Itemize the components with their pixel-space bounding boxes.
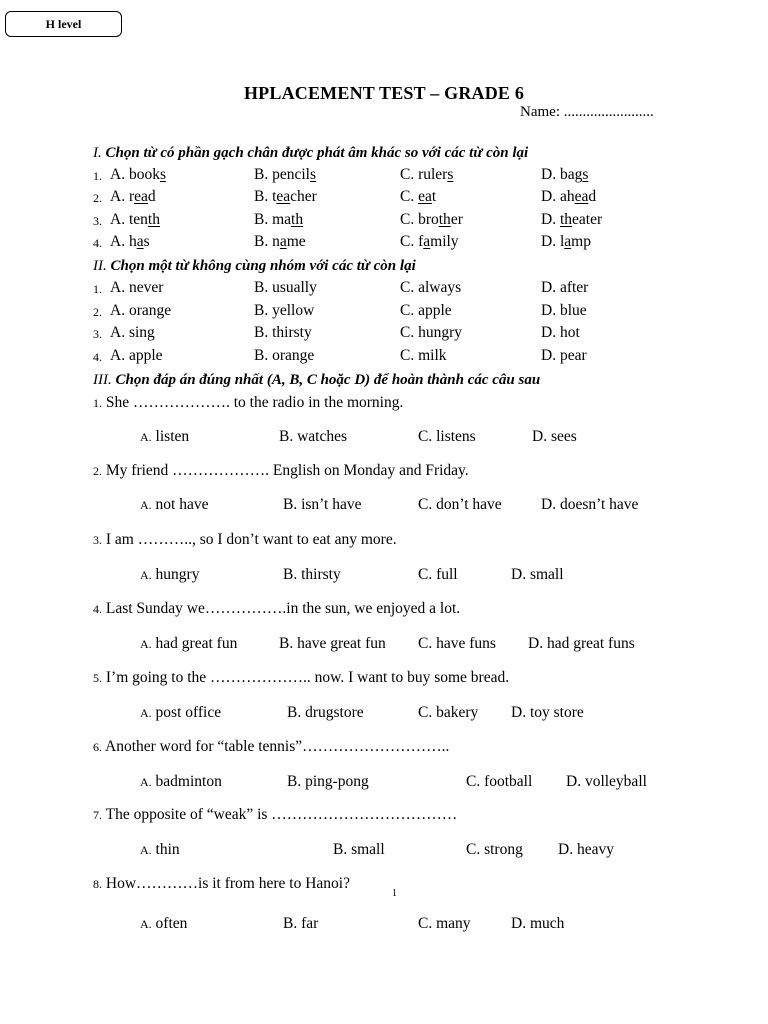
level-badge: H level [5,11,122,37]
answer-letter: A. [140,637,152,651]
answer-option [333,841,385,859]
underlined-part: s [159,166,166,183]
item-number: 1. [93,169,102,183]
answer-option [140,773,222,791]
item-number: 3. [93,214,102,228]
answer-text: badminton [151,773,222,790]
underlined-part: ea [134,188,148,205]
answer-letter: A. [140,917,152,931]
option: B. orange [254,347,315,364]
underlined-part: ea [276,188,291,205]
question-number: 3. [93,533,102,547]
option-text: A. book [110,166,160,183]
question-text: My friend ………………. English on Monday and Friday. [102,462,469,479]
answer-text: post office [151,704,222,721]
option [541,188,596,206]
answer-option [140,566,199,584]
answer-option [466,841,523,859]
answer-text: B. thirsty [283,566,341,583]
answer-option [140,635,237,653]
answer-option [511,566,564,584]
option-text: d [588,188,597,205]
option [254,188,317,206]
part1-row [0,188,768,208]
option-text: D. ah [541,188,575,205]
answer-text: B. ping-pong [287,773,369,790]
answer-text: C. don’t have [418,496,502,513]
option [400,233,459,251]
option-text: cher [290,188,317,205]
underlined-part: th [559,211,573,228]
option [254,166,316,184]
option: B. yellow [254,302,315,319]
answer-option [283,496,362,514]
item-number: 3. [93,327,102,341]
option-text: C. f [400,233,424,250]
answer-text: thin [151,841,180,858]
option [254,233,306,251]
option-text: mp [571,233,591,250]
section-1-heading: I. Chọn từ có phần gạch chân được phát âm khác so với các từ còn lại [93,145,529,161]
page-number: 1 [392,888,397,899]
option [400,166,453,184]
answer-option [418,496,502,514]
option-text: eater [572,211,603,228]
option: C. apple [400,302,452,319]
answer-text: B. isn’t have [283,496,362,513]
question-number: 6. [93,740,102,754]
answer-text: listen [151,428,190,445]
option [110,211,160,229]
option-text: er [450,211,463,228]
answer-text: D. toy store [511,704,584,721]
answer-option [287,704,364,722]
option: D. blue [541,302,587,319]
question [93,875,350,893]
question-number: 7. [93,808,102,822]
option: A. sing [110,324,155,341]
question-text: How…………is it from here to Hanoi? [102,875,350,892]
answer-option [140,428,189,446]
option: C. milk [400,347,447,364]
answer-letter: A. [140,568,152,582]
question-number: 8. [93,877,102,891]
answer-text: C. have funs [418,635,496,652]
part2-row [0,324,768,344]
answer-option [140,841,180,859]
option: B. usually [254,279,317,296]
answer-option [511,915,564,933]
option: D. hot [541,324,580,341]
answer-option [283,915,318,933]
underlined-part: s [582,166,589,183]
answer-option [418,428,476,446]
option-text: mily [430,233,459,250]
question [93,600,460,618]
option [400,188,436,206]
part1-row [0,233,768,253]
answer-option [279,635,386,653]
answer-option [140,704,221,722]
answer-text: D. had great funs [528,635,635,652]
answer-option [418,635,496,653]
part1-row [0,211,768,231]
underlined-part: th [147,211,160,228]
option-text: A. ten [110,211,148,228]
answer-letter: A. [140,775,152,789]
option: A. apple [110,347,163,364]
answer-option [566,773,647,791]
part2-row [0,347,768,367]
underlined-part: ea [574,188,589,205]
question-number: 5. [93,671,102,685]
option [541,233,591,251]
answer-text: not have [151,496,209,513]
item-number: 2. [93,305,102,319]
option-text: C. ruler [400,166,448,183]
answer-letter: A. [140,498,152,512]
option-text: D. [541,211,560,228]
option-text: A. h [110,233,137,250]
option [110,188,156,206]
answer-option [418,566,458,584]
answer-text: D. much [511,915,565,932]
question-text: I am ……….., so I don’t want to eat any more. [102,531,397,548]
answer-text: had great fun [151,635,238,652]
option-text: B. n [254,233,280,250]
answer-option [140,915,187,933]
answer-text: C. bakery [418,704,479,721]
item-number: 1. [93,282,102,296]
option-text: B. pencil [254,166,310,183]
option-text: me [286,233,306,250]
question [93,738,449,756]
answer-letter: A. [140,430,152,444]
section-2-heading: II. Chọn một từ không cùng nhóm với các từ còn lại [93,258,416,274]
question [93,669,509,687]
option [541,166,588,184]
question [93,462,469,480]
underlined-part: s [447,166,454,183]
underlined-part: s [309,166,317,183]
answer-text: C. listens [418,428,476,445]
option-text: t [431,188,437,205]
underlined-part: a [423,233,431,250]
option [541,211,602,229]
option-text: C. [400,188,419,205]
answer-option [418,704,478,722]
option: C. hungry [400,324,462,341]
option: C. always [400,279,462,296]
answer-text: B. far [283,915,319,932]
option: B. thirsty [254,324,312,341]
question [93,531,397,549]
question-text: The opposite of “weak” is ……………………………… [102,806,458,823]
answer-option [511,704,584,722]
question-number: 4. [93,602,102,616]
answer-option [528,635,635,653]
answer-text: C. full [418,566,458,583]
option-text: C. bro [400,211,439,228]
answer-option [532,428,577,446]
answer-text: C. strong [466,841,523,858]
answer-text: B. have great fun [279,635,386,652]
answer-text: often [151,915,188,932]
answer-option [287,773,369,791]
underlined-part: a [564,233,572,250]
part2-row [0,302,768,322]
option [110,166,166,184]
option-text: A. r [110,188,135,205]
answer-text: D. small [511,566,564,583]
option [400,211,463,229]
answer-letter: A. [140,706,152,720]
option: D. pear [541,347,587,364]
option-text: D. l [541,233,565,250]
question-text: Last Sunday we…………….in the sun, we enjoyed a lot. [102,600,461,617]
answer-option [466,773,532,791]
answer-letter: A. [140,843,152,857]
answer-text: D. sees [532,428,577,445]
question-text: I’m going to the ……………….. now. I want to buy some bread. [102,669,510,686]
option-text: B. ma [254,211,292,228]
item-number: 2. [93,191,102,205]
answer-option [279,428,347,446]
question-number: 1. [93,396,102,410]
underlined-part: th [291,211,304,228]
answer-option [558,841,614,859]
option [110,233,150,251]
answer-option [418,915,471,933]
option: D. after [541,279,589,296]
question [93,394,403,412]
answer-text: B. small [333,841,385,858]
option [254,211,303,229]
question-text: Another word for “table tennis”……………………….. [102,738,450,755]
part1-row [0,166,768,186]
underlined-part: a [279,233,287,250]
answer-option [283,566,341,584]
page-title: HPLACEMENT TEST – GRADE 6 [243,83,525,103]
item-number: 4. [93,350,102,364]
question-number: 2. [93,464,102,478]
option: A. orange [110,302,172,319]
underlined-part: a [136,233,144,250]
part2-row [0,279,768,299]
section-3-heading: III. Chọn đáp án đúng nhất (A, B, C hoặc D) để hoàn thành các câu sau [93,372,541,388]
question-text: She ………………. to the radio in the morning. [102,394,404,411]
answer-text: D. heavy [558,841,614,858]
answer-text: B. watches [279,428,348,445]
option-text: s [143,233,150,250]
item-number: 4. [93,236,102,250]
underlined-part: th [438,211,451,228]
answer-option [541,496,638,514]
answer-text: C. football [466,773,533,790]
answer-text: D. volleyball [566,773,647,790]
name-line: Name: ........................ [520,104,654,120]
answer-text: B. drugstore [287,704,364,721]
option-text: B. t [254,188,277,205]
option-text: d [147,188,156,205]
option: A. never [110,279,164,296]
underlined-part: ea [418,188,432,205]
answer-text: D. doesn’t have [541,496,639,513]
answer-option [140,496,209,514]
answer-text: hungry [151,566,200,583]
answer-text: C. many [418,915,471,932]
question [93,806,457,824]
option-text: D. bag [541,166,583,183]
